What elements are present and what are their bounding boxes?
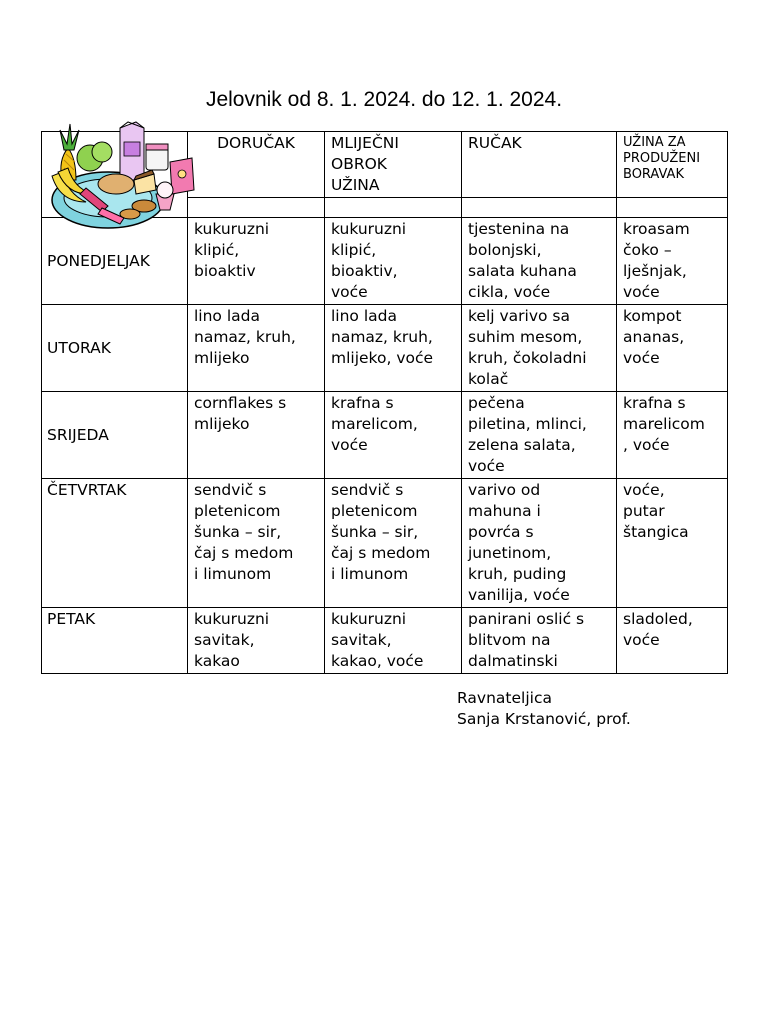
day-label: UTORAK — [42, 305, 188, 392]
milk-snack-cell: kukuruzni savitak, kakao, voće — [325, 608, 462, 674]
table-row — [42, 392, 728, 479]
lunch-cell: varivo od mahuna i povrća s junetinom, kruh, puding vanilija, voće — [462, 479, 617, 608]
table-row — [42, 218, 728, 305]
lunch-cell: kelj varivo sa suhim mesom, kruh, čokoladni kolač — [462, 305, 617, 392]
page-title: Jelovnik od 8. 1. 2024. do 12. 1. 2024. — [205, 88, 563, 111]
day-label: PONEDJELJAK — [42, 218, 188, 305]
lunch-cell: tjestenina na bolonjski, salata kuhana cikla, voće — [462, 218, 617, 305]
signature-name: Sanja Krstanović, prof. — [457, 710, 631, 728]
food-plate-illustration — [46, 118, 196, 230]
table-row — [42, 608, 728, 674]
spacer-cell — [325, 198, 462, 218]
afternoon-snack-cell: kompot ananas, voće — [617, 305, 728, 392]
lunch-cell: pečena piletina, mlinci, zelena salata, voće — [462, 392, 617, 479]
lunch-cell: panirani oslić s blitvom na dalmatinski — [462, 608, 617, 674]
milk-snack-cell: kukuruzni klipić, bioaktiv, voće — [325, 218, 462, 305]
afternoon-snack-cell: krafna s marelicom , voće — [617, 392, 728, 479]
breakfast-cell: kukuruzni klipić, bioaktiv — [188, 218, 325, 305]
day-label: SRIJEDA — [42, 392, 188, 479]
breakfast-cell: lino lada namaz, kruh, mlijeko — [188, 305, 325, 392]
breakfast-cell: sendvič s pletenicom šunka – sir, čaj s medom i limunom — [188, 479, 325, 608]
breakfast-cell: kukuruzni savitak, kakao — [188, 608, 325, 674]
day-label: ČETVRTAK — [42, 479, 188, 608]
afternoon-snack-cell: sladoled, voće — [617, 608, 728, 674]
column-header-milk-snack: MLIJEČNI OBROK UŽINA — [325, 132, 462, 198]
milk-snack-cell: lino lada namaz, kruh, mlijeko, voće — [325, 305, 462, 392]
column-header-lunch: RUČAK — [462, 132, 617, 198]
column-header-afternoon-snack: UŽINA ZA PRODUŽENI BORAVAK — [617, 132, 728, 198]
signature-block — [457, 688, 631, 730]
table-row — [42, 479, 728, 608]
milk-snack-cell: krafna s marelicom, voće — [325, 392, 462, 479]
table-row — [42, 305, 728, 392]
column-header-breakfast: DORUČAK — [188, 132, 325, 198]
afternoon-snack-cell: voće, putar štangica — [617, 479, 728, 608]
milk-snack-cell: sendvič s pletenicom šunka – sir, čaj s medom i limunom — [325, 479, 462, 608]
spacer-cell — [462, 198, 617, 218]
spacer-cell — [617, 198, 728, 218]
breakfast-cell: cornflakes s mlijeko — [188, 392, 325, 479]
afternoon-snack-cell: kroasam čoko – lješnjak, voće — [617, 218, 728, 305]
spacer-cell — [188, 198, 325, 218]
signature-role: Ravnateljica — [457, 689, 552, 707]
day-label: PETAK — [42, 608, 188, 674]
